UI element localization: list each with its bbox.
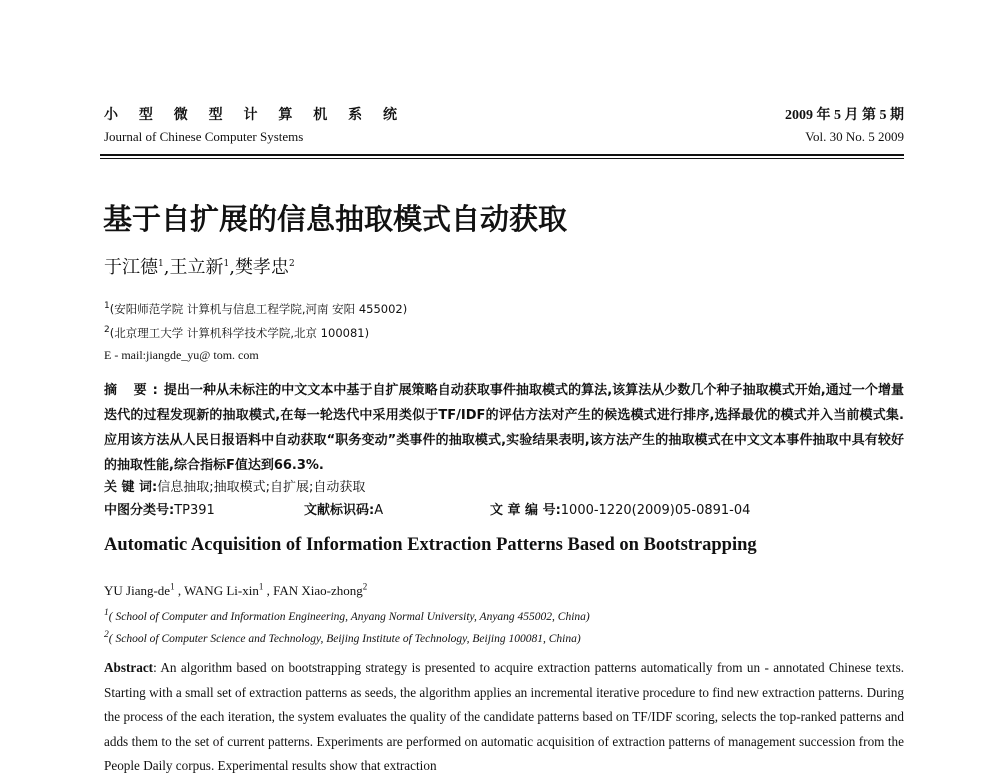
author-name: WANG Li-xin [184,583,259,598]
author-sup: 1 [223,259,230,269]
affiliation-en-1 [104,607,590,623]
author-name: 樊孝忠 [234,257,289,278]
keywords-cn [104,476,365,495]
issue-volume: Vol. 30 No. 5 2009 [805,129,904,144]
journal-title-cn: 小 型 微 型 计 算 机 系 统 [104,107,405,123]
paper-title-en: Automatic Acquisition of Information Extraction Patterns Based on Bootstrapping [104,535,757,555]
affiliation-sup: 2 [104,325,110,336]
article-number: 文 章 编 号:1000-1220(2009)05-0891-04 [490,503,751,518]
abstract-en-text: : An algorithm based on bootstrapping strategy is presented to acquire extraction patterns automatically from un - annotated Chinese texts. Starting with a small set of extraction patterns as seeds, the algorithm applies an incremental iterative procedure to find new extraction patterns. During the process of the each iteration, the system evaluates the quality of the candidate patterns based on TF/IDF scoring, selects the top-ranked patterns and adds them to the set of current patterns. Experiments are performed on automatic acquisition of extraction patterns of management succession from the People Daily corpus. Experimental results show that extraction [104,660,904,773]
affiliation-text: ( School of Computer Science and Technology, Beijing Institute of Technology, Beijing 100081, China) [108,632,581,645]
abstract-cn [104,378,904,478]
author-list-en: YU Jiang-$de^1$ , WANG Li-xin$^1$ , FAN Xiao-zhong$^2$ [104,581,368,598]
affiliation-sup: 2 [104,629,109,640]
document-code: 文献标识码:A [304,503,384,518]
affiliation-en-2 [104,629,581,645]
author-sup: 2 [288,259,295,269]
author-sup: 1 [158,259,164,269]
abstract-cn-label: 摘 要: [104,383,164,398]
keywords-label: 关 键 词: [104,480,158,495]
author-name: 王立新 [169,257,224,278]
affiliation-text: (北京理工大学 计算机科学技术学院,北京 100081) [109,326,370,340]
keywords-text: 信息抽取;抽取模式;自扩展;自动获取 [157,480,366,495]
author-name: FAN Xiao-zhong [273,583,363,598]
affiliation-cn-2 [104,325,369,341]
affiliation-text: (安阳师范学院 计算机与信息工程学院,河南 安阳 455002) [109,302,408,316]
header-rule-thin [100,158,904,159]
abstract-en [104,656,904,779]
author-list-cn: 于江德$^1$,王立新$^1$,樊孝忠$^2$ [104,257,295,278]
author-sup: 1 [170,581,175,592]
author-email: E - mail:jiangde_yu@ tom. com [104,348,259,362]
header-rule-thick [100,154,904,156]
affiliation-sup: 1 [104,301,110,312]
clc-number: 中图分类号:TP391 [104,503,215,518]
affiliation-cn-1 [104,301,407,317]
author-sup: 1 [258,581,264,592]
abstract-en-label: Abstract [104,660,154,675]
affiliation-text: ( School of Computer and Information Engineering, Anyang Normal University, Anyang 455002, China) [108,610,590,623]
journal-title-en: Journal of Chinese Computer Systems [104,129,304,144]
author-name: YU Jiang-de [104,583,171,598]
issue-date: 2009 年 5 月 第 5 期 [785,108,904,123]
abstract-cn-text: 提出一种从未标注的中文文本中基于自扩展策略自动获取事件抽取模式的算法,该算法从少数几个种子抽取模式开始,通过一个增量迭代的过程发现新的抽取模式,在每一轮迭代中采用类似于TF/IDF的评估方法对产生的候选模式进行排序,选择最优的模式并入当前模式集.应用该方法从人民日报语料中自动获取“职务变动”类事件的抽取模式,实验结果表明,该方法产生的抽取模式在中文文本事件抽取中具有较好的抽取性能,综合指标F值达到66.3%. [104,383,904,473]
affiliation-sup: 1 [104,607,109,618]
paper-title-cn: 基于自扩展的信息抽取模式自动获取 [103,202,568,236]
author-name: 于江德 [104,257,158,278]
author-sup: 2 [362,581,368,592]
